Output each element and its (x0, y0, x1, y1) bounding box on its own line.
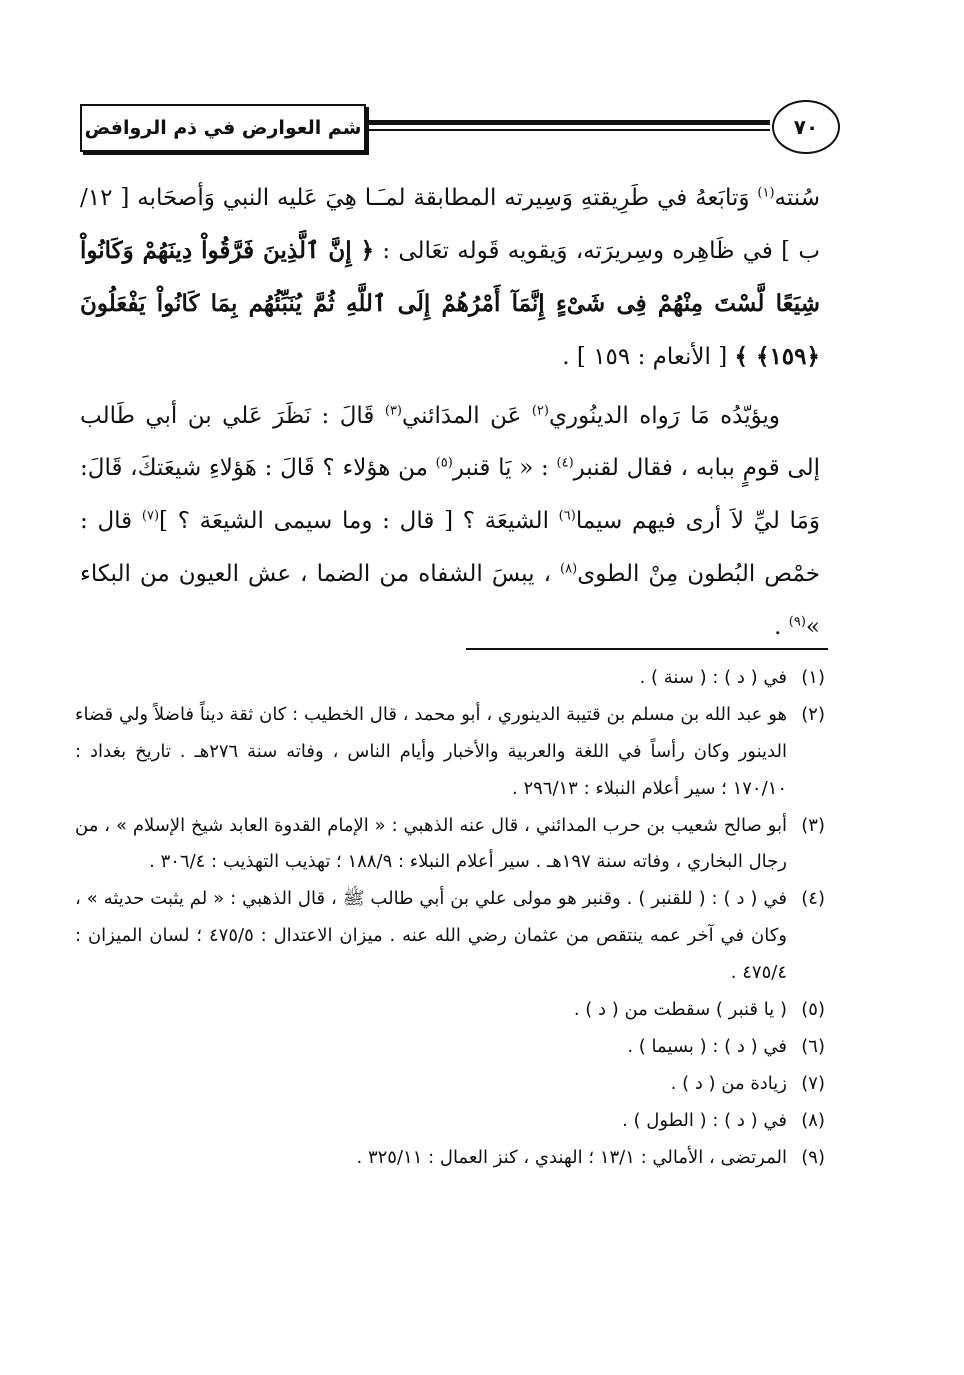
footnote-2 (75, 697, 825, 808)
footnote-separator (466, 648, 828, 650)
footnote-6 (75, 1029, 825, 1066)
footnote-text: ( يا قنبر ) سقطت من ( د ) . (573, 999, 787, 1021)
footnote-1 (75, 660, 825, 697)
footnote-number: (١) (801, 667, 825, 688)
paragraph-2 (80, 390, 820, 654)
footnote-ref-3: (٣) (384, 402, 402, 418)
footnote-ref-7: (٧) (141, 508, 160, 524)
footnote-4 (75, 881, 825, 992)
footnote-number: (٢) (801, 703, 825, 725)
footnote-text: المرتضى ، الأمالي : ١٣/١ ؛ الهندي ، كنز العمال : ٣٢٥/١١ . (356, 1146, 787, 1168)
paragraph-1 (80, 172, 820, 384)
text-run: سُنته (774, 185, 820, 211)
footnote-text: في ( د ) : ( للقنبر ) . وقنبر هو مولى علي بن أبي طالب ﷺ ، قال الذهبي : « لم يثبت حديثه » ، وكان في آخر عمه ينتقص من عثمان رضي الله عنه . ميزان الاعتدال : ٤٧٥/٥ ؛ لسان الميزان : ٤٧٥/٤ . (75, 888, 787, 984)
footnote-text: زيادة من ( د ) . (670, 1072, 787, 1094)
footnote-number: (٣) (801, 814, 825, 836)
footnote-number: (٧) (801, 1072, 825, 1094)
page-number (772, 100, 840, 154)
footnote-3 (75, 808, 825, 882)
footnote-number: (٥) (801, 999, 825, 1021)
footnote-text: هو عبد الله بن مسلم بن قتيبة الدينوري ، أبو محمد ، قال الخطيب : كان ثقة ديناً فاضلاً ولي قضاء الدينور وكان رأساً في اللغة والعربية والأخبار وأيام الناس ، وفاته سنة ٢٧٦هـ . تاريخ بغداد : ١٧٠/١٠ ؛ سير أعلام النبلاء : ٢٩٦/١٣ . (75, 703, 787, 799)
footnote-7 (75, 1066, 825, 1103)
running-title-text: شم العوارض في ذم الروافض (84, 117, 362, 139)
footnote-text: في ( د ) : ( الطول ) . (622, 1109, 787, 1131)
footnotes (75, 660, 825, 1176)
text-run: قَالَ : نَظَرَ عَلي بن أبي طَالب إلى قومٍ ببابه ، فقال لقنبر (80, 402, 820, 482)
quran-verse: ﴿ إِنَّ ٱلَّذِينَ فَرَّقُواْ دِينَهُمْ وَكَانُواْ شِيَعًا لَّسْتَ مِنْهُمْ فِى شَىْءٍ إِنَّمَآ أَمْرُهُمْ إِلَى ٱللَّهِ ثُمَّ يُنَبِّئُهُم بِمَا كَانُواْ يَفْعَلُونَ ﴿١٥٩﴾ ﴾ (80, 236, 820, 370)
footnote-ref-8: (٨) (560, 561, 578, 577)
text-run: قال : خمْص البُطون مِنْ الطوى (80, 508, 820, 588)
footnote-ref-6: (٦) (558, 508, 576, 524)
running-title (80, 104, 366, 152)
footnote-ref-1: (١) (757, 185, 775, 201)
text-run: ، يبسَ الشفاه من الضما ، عش العيون من البكاء » (80, 561, 820, 641)
text-run: عَن المدَائني (402, 402, 532, 429)
footnote-text: في ( د ) : ( بسيما ) . (627, 1035, 787, 1057)
text-run: الشيعَة ؟ [ قال : وما سيمى الشيعَة ؟ ] (159, 508, 559, 535)
text-run: ويؤيّدُه مَا رَواه الدينُوري (548, 402, 781, 429)
footnote-ref-5: (٥) (435, 455, 453, 471)
footnote-ref-4: (٤) (556, 455, 574, 471)
footnote-number: (٦) (801, 1035, 825, 1057)
text-run: وَتابَعهُ في طَرِيقتهِ وَسِيرته المطابقة لمـَـا هِيَ عَليه النبي وَأصحَابه [ ١٢/ب ] في ظَاهِره وسِريرَته، وَيقويه قَوله تعَالى : (80, 185, 820, 264)
footnote-8 (75, 1103, 825, 1140)
footnote-text: في ( د ) : ( سنة ) . (639, 667, 787, 688)
footnote-number: (٨) (801, 1109, 825, 1131)
footnote-ref-2: (٢) (531, 402, 549, 418)
text-run: : « يَا قنبر (452, 455, 557, 482)
footnote-number: (٩) (801, 1146, 825, 1168)
header-rule-thin (368, 129, 770, 131)
page-header (80, 100, 840, 156)
footnote-5 (75, 992, 825, 1029)
main-text (80, 172, 820, 654)
footnote-9 (75, 1140, 825, 1177)
text-run: . (774, 614, 789, 641)
footnote-ref-9: (٩) (788, 614, 806, 630)
header-rule (368, 120, 770, 125)
page-number-text: ٧٠ (793, 115, 819, 139)
footnote-number: (٤) (801, 888, 825, 910)
footnote-text: أبو صالح شعيب بن حرب المدائني ، قال عنه الذهبي : « الإمام القدوة العابد شيخ الإسلام » ، من رجال البخاري ، وفاته سنة ١٩٧هـ . سير أعلام النبلاء : ١٨٨/٩ ؛ تهذيب التهذيب : ٣٠٦/٤ . (75, 814, 787, 873)
text-run: [ الأنعام : ١٥٩ ] . (562, 343, 735, 370)
text-run: من هؤلاء ؟ قَالَ : هَؤلاءِ شيعَتكَ، قَالَ: وَمَا ليِّ لاَ أرى فيهم سيما (80, 455, 820, 535)
